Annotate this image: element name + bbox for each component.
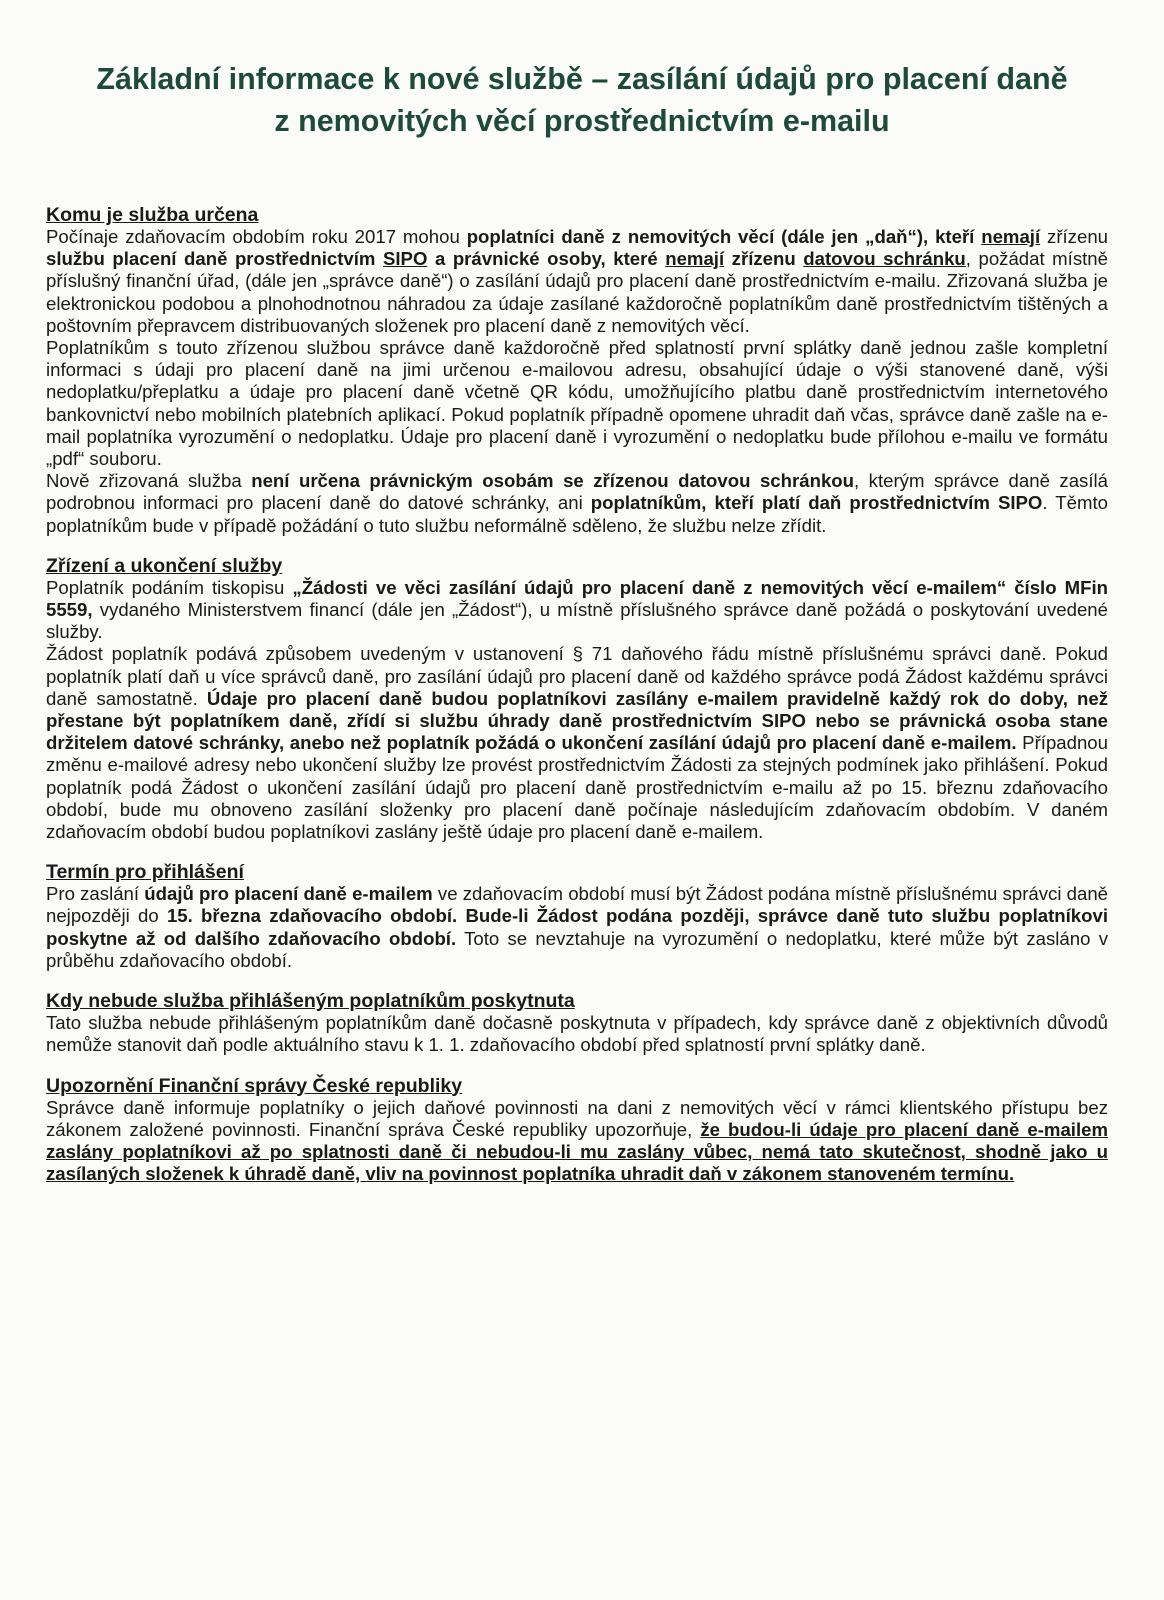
- paragraph: Poplatníkům s touto zřízenou službou správce daně každoročně před splatností první splátky daně jednou zašle kompletní informaci s údaji pro placení daně na jimi určenou e-mailovou adresu, obsahující údaje o výši stanovené daně, výši nedoplatku/přeplatku a údaje pro placení daně včetně QR kódu, umožňujícího platbu daně prostřednictvím internetového bankovnictví nebo mobilních platebních aplikací. Pokud poplatník případně opomene uhradit daň včas, správce daně zašle na e-mail poplatníka vyrozumění o nedoplatku. Údaje pro placení daně i vyrozumění o nedoplatku bude přílohou e-mailu ve formátu „pdf“ souboru.: [46, 337, 1108, 470]
- title-line-2: z nemovitých věcí prostřednictvím e-mailu: [274, 104, 890, 138]
- paragraph: [46, 883, 1108, 972]
- section-heading: Termín pro přihlášení: [46, 861, 244, 884]
- bold-text: „Žádosti ve věci zasílání údajů pro placení daně z nemovitých věcí e-mailem“ číslo MFin 5559,: [46, 576, 1108, 621]
- text: Počínaje zdaňovacím obdobím roku 2017 mohou: [46, 226, 467, 247]
- paragraph: [46, 226, 1108, 337]
- section-heading: Kdy nebude služba přihlášeným poplatníkům poskytnuta: [46, 990, 575, 1013]
- underlined-text: nemají: [981, 226, 1041, 247]
- section-target-group: [46, 204, 1108, 537]
- underlined-text: datovou schránku: [803, 248, 966, 270]
- bold-text: a právnické osoby, které: [427, 248, 666, 270]
- bold-text: údajů pro placení daně e-mailem: [144, 883, 433, 905]
- text: zřízenu: [1040, 226, 1109, 247]
- underlined-text: nemají: [665, 248, 725, 270]
- section-registration-deadline: [46, 861, 1108, 972]
- text: Případnou změnu e-mailové adresy nebo ukončení služby lze provést prostřednictvím Žádosti za stejných podmínek jako přihlášení. Pokud poplatník podá Žádost o ukončení zasílání údajů pro placení daně prostřednictvím e-mailu až po 15. březnu zdaňovacího období, bude mu obnoveno zasílání složenky pro placení daně počínaje následujícím zdaňovacím obdobím. V daném zdaňovacím období budou poplatníkovi zaslány ještě údaje pro placení daně e-mailem.: [46, 732, 1108, 843]
- text: Poplatník podáním tiskopisu: [46, 576, 293, 598]
- section-setup-and-termination: [46, 555, 1108, 843]
- bold-text: službu placení daně prostřednictvím: [46, 248, 383, 270]
- paragraph: [46, 643, 1108, 843]
- section-heading: Zřízení a ukončení služby: [46, 554, 283, 577]
- section-service-not-provided: [46, 990, 1108, 1056]
- bold-text: Údaje pro placení daně budou poplatníkovi zasílány e-mailem pravidelně každý rok do doby, než přestane být poplatníkem daně, zřídí si službu úhrady daně prostřednictvím SIPO nebo se právnická osoba stane držitelem datové schránky, anebo než poplatník požádá o ukončení zasílání údajů pro placení daně e-mailem.: [46, 687, 1108, 754]
- text: Toto se nevztahuje na vyrozumění o nedoplatku, které může být zasláno v průběhu zdaňovacího období.: [46, 927, 1109, 971]
- text: vydaného Ministerstvem financí (dále jen „Žádost“), u místně příslušného správce daně požádá o poskytování uvedené služby.: [46, 599, 1108, 643]
- section-heading: Upozornění Finanční správy České republiky: [46, 1074, 463, 1097]
- text: ve zdaňovacím období musí být Žádost podána místně příslušnému správci daně nejpozději do: [46, 883, 1109, 927]
- text: . Těmto poplatníkům bude v případě požádání o tuto službu neformálně sděleno, že službu nelze zřídit.: [46, 492, 1108, 536]
- bold-text: 15. března zdaňovacího období. Bude-li Žádost podána později, správce daně tuto službu poplatníkovi poskytne až od dalšího zdaňovacího období.: [46, 905, 1108, 949]
- bold-text: poplatníkům, kteří platí daň prostřednictvím SIPO: [590, 492, 1043, 514]
- paragraph: [46, 1097, 1108, 1186]
- text: Správce daně informuje poplatníky o jejich daňové povinnosti na dani z nemovitých věcí v rámci klientského přístupu bez zákonem založené povinnosti. Finanční správa České republiky upozorňuje,: [46, 1096, 1108, 1140]
- bold-text: poplatníci daně z nemovitých věcí (dále jen „daň“), kteří: [466, 226, 982, 247]
- text: Žádost poplatník podává způsobem uvedeným v ustanovení § 71 daňového řádu místně příslušnému správci daně. Pokud poplatník platí daň u více správců daně, pro zasílání údajů pro placení daně od každého správce podá Žádost každému správci daně samostatně.: [46, 643, 1108, 709]
- paragraph: [46, 470, 1108, 537]
- text: Nově zřizovaná služba: [46, 470, 252, 492]
- bold-underlined-warning: že budou-li údaje pro placení daně e-mailem zaslány poplatníkovi až po splatnosti daně či nebudou-li mu zaslány vůbec, nemá tato skutečnost, shodně jako u zasílaných složenek k úhradě daně, vliv na povinnost poplatníka uhradit daň v zákonem stanoveném termínu.: [46, 1118, 1108, 1185]
- paragraph: Tato služba nebude přihlášeným poplatníkům daně dočasně poskytnuta v případech, kdy správce daně z objektivních důvodů nemůže stanovit daň podle aktuálního stavu k 1. 1. zdaňovacího období před splatností první splátky daně.: [46, 1012, 1108, 1056]
- bold-text: není určena právnickým osobám se zřízenou datovou schránkou: [251, 470, 854, 492]
- bold-text: zřízenu: [724, 248, 804, 270]
- title-line-1: Základní informace k nové službě – zasílání údajů pro placení daně: [96, 62, 1068, 96]
- section-heading: Komu je služba určena: [46, 204, 259, 226]
- text: , kterým správce daně zasílá podrobnou informaci pro placení daně do datové schránky, ani: [46, 470, 1108, 514]
- text: , požádat místně příslušný finanční úřad, (dále jen „správce daně“) o zasílání údajů pro placení daně prostřednictvím e-mailu. Zřizovaná služba je elektronickou podobou a plnohodnotnou náhradou za údaje zasílané každoročně poplatníkům daně prostřednictvím tištěných a poštovním přepravcem distribuovaných složenek pro placení daně z nemovitých věcí.: [46, 248, 1108, 336]
- underlined-text: SIPO: [382, 248, 428, 270]
- text: Pro zaslání: [46, 883, 145, 905]
- paragraph: [46, 577, 1108, 644]
- document-title: [56, 58, 1108, 142]
- section-financial-administration-notice: [46, 1075, 1108, 1186]
